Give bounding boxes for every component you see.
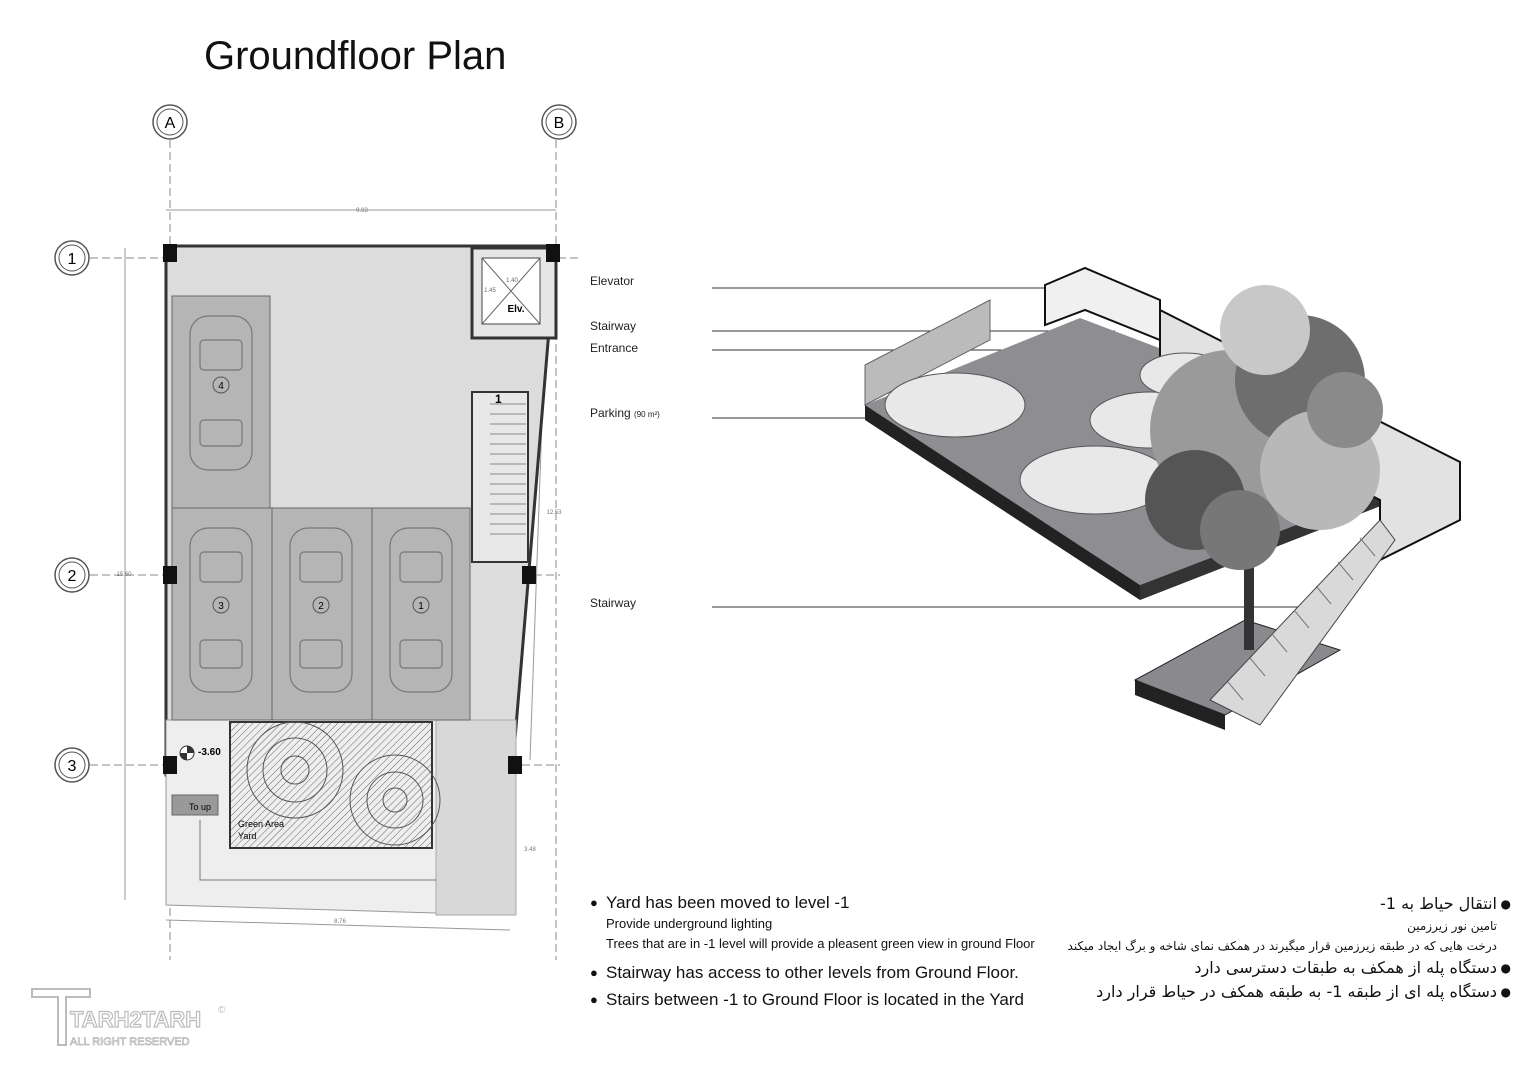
note-en-trees: Trees that are in -1 level will provide a pleasent green view in ground Floor [606, 936, 1035, 951]
svg-text:3: 3 [218, 601, 224, 612]
svg-text:2: 2 [318, 601, 324, 612]
callout-parking-area: (90 m²) [634, 410, 660, 419]
note-en-lighting: Provide underground lighting [606, 916, 773, 931]
dim-right-upper: 12.53 [546, 510, 562, 516]
svg-text:B: B [553, 115, 565, 132]
svg-text:ALL RIGHT RESERVED: ALL RIGHT RESERVED [70, 1036, 190, 1048]
note-fa-stairs: ● دستگاه پله ای از طبقه 1- به طبقه همکف در حیاط قرار دارد [1041, 980, 1511, 1004]
svg-text:2: 2 [67, 568, 77, 585]
callout-elevator: Elevator [590, 274, 635, 288]
note-en-stairs: ● Stairs between -1 to Ground Floor is located in the Yard [590, 989, 1060, 1011]
elevator-label: Elv. [507, 304, 525, 315]
svg-text:TARH2TARH: TARH2TARH [70, 1007, 202, 1032]
note-fa-trees: درخت هایی که در طبقه زیرزمین قرار میگیرند در همکف نمای شاخه و برگ ایجاد میکند [1067, 939, 1497, 953]
elevator-dim-w: 1.40 [506, 278, 518, 284]
callout-stairway: Stairway [590, 319, 637, 333]
notes-persian [1041, 892, 1511, 1004]
callout-stairway-lower: Stairway [590, 596, 637, 610]
stair-number: 1 [495, 392, 502, 406]
to-up-label: To up [189, 802, 212, 812]
svg-text:1: 1 [418, 601, 424, 612]
note-fa-stairway: ● دستگاه پله از همکف به طبقات دسترسی دارد [1041, 956, 1511, 980]
callout-parking-label: Parking [590, 406, 631, 420]
dim-right-lower: 3.48 [524, 847, 536, 853]
note-en-stairway: ● Stairway has access to other levels from Ground Floor. [590, 962, 1060, 984]
yard-label: Yard [238, 831, 257, 841]
note-en-yard: ● Yard has been moved to level -1 [590, 892, 1060, 914]
callout-entrance: Entrance [590, 341, 639, 355]
note-fa-lighting: تامین نور زیرزمین [1407, 919, 1497, 933]
dim-bottom-outer: 8.76 [334, 919, 346, 925]
svg-text:4: 4 [218, 381, 224, 392]
svg-text:©: © [218, 1005, 226, 1016]
plan-title: Groundfloor Plan [204, 34, 507, 78]
svg-text:3: 3 [67, 758, 77, 775]
elevator-dim-h: 1.45 [484, 288, 496, 294]
dim-left-height: 15.60 [116, 572, 132, 578]
tarh2tarh-logo [30, 985, 230, 1055]
svg-text:A: A [164, 115, 176, 132]
dim-top-width: 9.93 [356, 208, 368, 214]
svg-text:-3.60: -3.60 [198, 747, 221, 758]
green-area-label: Green Area [238, 819, 285, 829]
note-fa-yard: ● انتقال حیاط به 1- [1041, 892, 1511, 916]
svg-text:1: 1 [67, 251, 77, 268]
notes-english [590, 892, 1060, 1011]
